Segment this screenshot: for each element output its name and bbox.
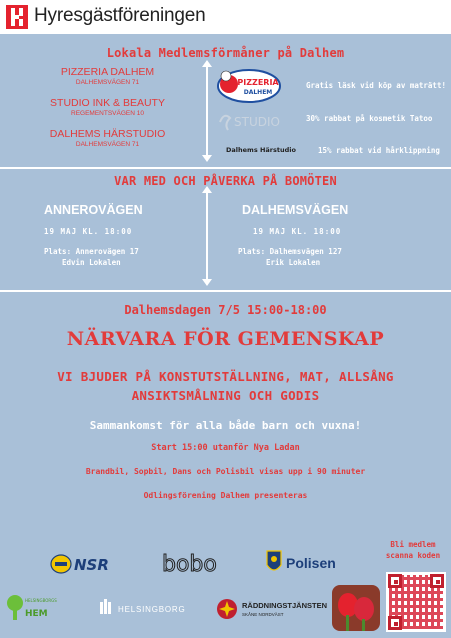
business-pizzeria — [40, 66, 175, 86]
divider-arrow-down-icon — [202, 155, 212, 162]
deal-harstudio: 15% rabbat vid hårklippning — [318, 146, 440, 155]
business-name: PIZZERIA DALHEM — [60, 66, 155, 78]
harstudio-logo: Dalhems Härstudio — [226, 146, 296, 154]
event-headline: NÄRVARA FÖR GEMENSKAP — [66, 328, 385, 350]
offers-divider — [206, 66, 208, 156]
studio-ink-logo-icon — [218, 110, 298, 132]
bobo-logo-text: bobo — [162, 552, 217, 577]
hyresgastforeningen-logo-icon — [6, 5, 28, 29]
polisen-logo-text: Polisen — [286, 555, 336, 571]
nsr-logo-text: NSR — [74, 556, 109, 574]
helsingborgshem-logo-line2: HEM — [25, 609, 48, 619]
member-qr-code[interactable] — [386, 572, 446, 632]
business-studio — [40, 97, 175, 117]
meeting-right-room: Erik Lokalen — [266, 258, 321, 267]
event-gathering: Sammankomst för alla både barn och vuxna! — [89, 419, 362, 432]
event-start: Start 15:00 utanför Nya Ladan — [151, 443, 300, 453]
business-address: DALHEMSVÄGEN 71 — [75, 79, 140, 86]
business-name: STUDIO INK & BEAUTY — [50, 97, 165, 109]
brand-name: Hyresgästföreningen — [34, 5, 206, 26]
studio-logo-text: STUDIO — [234, 115, 280, 129]
nsr-logo-icon — [50, 553, 134, 575]
meeting-right-date: 19 MAJ KL. 18:00 — [253, 227, 342, 236]
pizzeria-logo-bottom: DALHEM — [243, 89, 273, 96]
helsingborg-logo-icon — [98, 596, 196, 620]
meeting-left-street: ANNEROVÄGEN — [44, 203, 143, 217]
helsingborg-logo-text: HELSINGBORG — [118, 605, 186, 614]
qr-finder-icon — [388, 574, 402, 588]
qr-finder-icon — [388, 616, 402, 630]
member-cta — [378, 539, 448, 561]
meetings-divider — [206, 192, 208, 280]
meetings-title: VAR MED OCH PÅVERKA PÅ BOMÖTEN — [114, 174, 337, 188]
meeting-left-place: Plats: Annerovägen 17 — [44, 247, 139, 256]
event-garden: Odlingsförening Dalhem presenteras — [143, 491, 308, 500]
event-subhead-1: VI BJUDER PÅ KONSTUTSTÄLLNING, MAT, ALLSÅNG — [57, 369, 394, 384]
section-divider — [0, 290, 451, 292]
divider-arrow-down-icon — [202, 279, 212, 286]
event-date-line: Dalhemsdagen 7/5 15:00-18:00 — [124, 303, 327, 317]
meeting-right-street: DALHEMSVÄGEN — [242, 203, 349, 217]
raddningstjansten-logo-line1: RÄDDNINGSTJÄNSTEN — [242, 601, 328, 610]
pizzeria-logo-top: PIZZERIA — [237, 78, 279, 87]
raddningstjansten-logo-line2: SKÅNE NORDVÄST — [242, 612, 284, 617]
helsingborgshem-logo-line1: HELSINGBORGS — [25, 598, 57, 603]
event-vehicles: Brandbil, Sopbil, Dans och Polisbil visas upp i 90 minuter — [85, 467, 366, 476]
pizzeria-logo-icon — [216, 64, 282, 104]
header — [0, 0, 451, 34]
qr-finder-icon — [430, 574, 444, 588]
bobo-logo-icon — [160, 549, 234, 577]
helsingborgshem-logo-icon — [4, 590, 57, 630]
meeting-left-room: Edvin Lokalen — [62, 258, 121, 267]
offers-title: Lokala Medlemsförmåner på Dalhem — [106, 46, 345, 60]
tulips-image-icon — [332, 585, 380, 631]
member-cta-line1: Bli medlem — [390, 540, 436, 549]
section-divider — [0, 167, 451, 169]
meeting-right-place: Plats: Dalhemsvägen 127 — [238, 247, 342, 256]
business-address: DALHEMSVÄGEN 71 — [75, 141, 140, 148]
meeting-left-date: 19 MAJ KL. 18:00 — [44, 227, 133, 236]
business-name: DALHEMS HÄRSTUDIO — [49, 128, 166, 140]
business-harstudio — [40, 128, 175, 148]
polisen-logo-icon — [263, 547, 341, 577]
member-cta-line2: scanna koden — [385, 551, 441, 560]
event-subhead-2: ANSIKTSMÅLNING OCH GODIS — [131, 388, 320, 403]
raddningstjansten-logo-icon — [216, 596, 332, 622]
deal-pizzeria: Gratis läsk vid köp av maträtt! — [306, 81, 446, 90]
deal-studio: 30% rabbat på kosmetik Tatoo — [306, 114, 433, 123]
business-address: REGEMENTSVÄGEN 10 — [71, 110, 144, 117]
